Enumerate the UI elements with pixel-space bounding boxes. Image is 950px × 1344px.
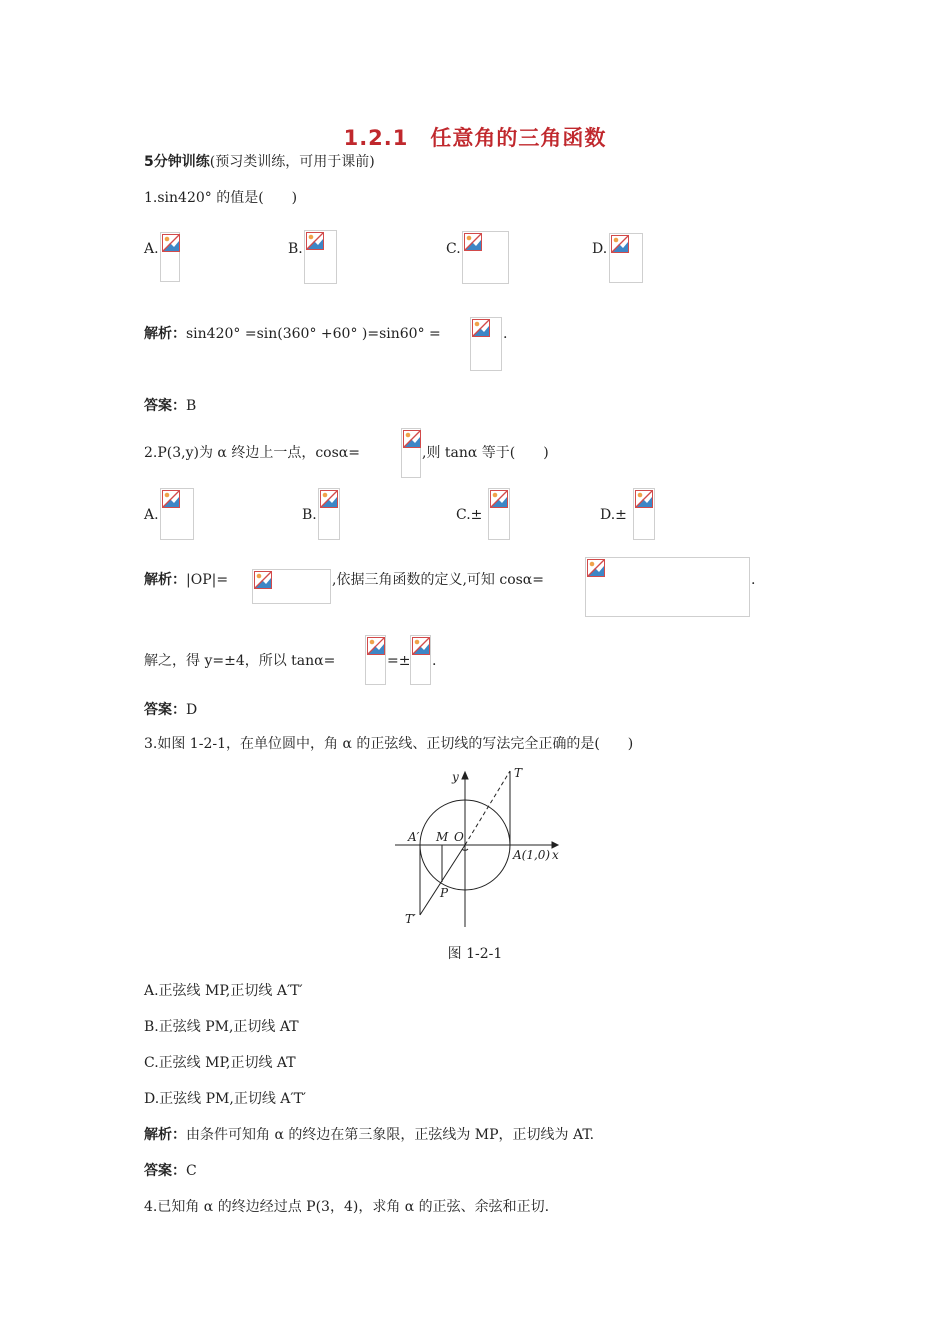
q2-analysis-text: |OP|=: [186, 572, 229, 588]
q2-option-b: B.: [302, 507, 317, 523]
image-placeholder-icon: [367, 637, 385, 655]
image-placeholder-icon: [320, 490, 338, 508]
image-placeholder-icon: [464, 233, 482, 251]
q1-option-c-image: [462, 231, 509, 284]
unit-circle-figure: [392, 765, 560, 930]
image-placeholder-icon: [490, 490, 508, 508]
label-a: A(1,0): [513, 848, 551, 862]
q2-answer: [144, 700, 197, 720]
image-placeholder-icon: [306, 232, 324, 250]
q2-option-c-image: [488, 488, 510, 540]
label-t-prime: T′: [405, 912, 416, 926]
q2-option-c: C.±: [456, 507, 483, 523]
q2-solve-image-2: [410, 635, 431, 685]
image-placeholder-icon: [412, 637, 430, 655]
q2-analysis-image-2: [585, 557, 750, 617]
q2-analysis-end: .: [751, 572, 756, 588]
q1-analysis-label: 解析：: [144, 326, 186, 342]
q2-solve-image-1: [365, 635, 386, 685]
q1-option-b: B.: [288, 241, 303, 257]
q3-analysis: [144, 1125, 594, 1145]
label-a-prime: A′: [408, 830, 420, 844]
q1-analysis-text: sin420° =sin(360° +60° )=sin60° =: [186, 326, 441, 342]
terminal-side-extension: [465, 771, 510, 845]
image-placeholder-icon: [635, 490, 653, 508]
image-placeholder-icon: [162, 234, 180, 252]
q2-stem: 2.P(3,y)为 α 终边上一点，cosα=: [144, 445, 360, 461]
q2-option-d: D.±: [600, 507, 627, 523]
q1-analysis-image: [470, 317, 502, 371]
label-t: T: [514, 766, 523, 780]
figure-caption: 图 1-2-1: [447, 946, 503, 962]
q2-solve-mid: =±: [387, 653, 411, 669]
image-placeholder-icon: [472, 319, 490, 337]
q2-stem-rest: ,则 tanα 等于( ): [422, 445, 549, 461]
q1-stem: 1.sin420° 的值是( ): [144, 190, 298, 206]
q1-analysis-end: .: [503, 326, 508, 342]
q3-answer: [144, 1161, 197, 1181]
image-placeholder-icon: [403, 430, 421, 448]
q2-stem-image: [401, 428, 421, 478]
q1-answer-value: B: [186, 398, 197, 414]
q3-answer-value: C: [186, 1163, 197, 1179]
label-o: O: [454, 830, 464, 844]
q1-option-a: A.: [144, 241, 159, 257]
label-y: y: [452, 770, 459, 784]
q3-option-b: B.正弦线 PM,正切线 AT: [144, 1019, 299, 1035]
q2-answer-value: D: [186, 702, 198, 718]
y-axis-arrow: [462, 772, 468, 779]
image-placeholder-icon: [587, 559, 605, 577]
q2-option-a: A.: [144, 507, 159, 523]
section-header: [144, 152, 375, 172]
q2-analysis-image-1: [252, 569, 331, 604]
image-placeholder-icon: [611, 235, 629, 253]
q1-answer: [144, 396, 196, 416]
section-note: (预习类训练，可用于课前): [209, 154, 375, 170]
q1-option-a-image: [160, 232, 180, 282]
q3-option-d: D.正弦线 PM,正切线 A′T′: [144, 1091, 307, 1107]
q2-solve: 解之，得 y=±4，所以 tanα=: [144, 653, 336, 669]
q2-option-a-image: [160, 488, 194, 540]
q3-option-a: A.正弦线 MP,正切线 A′T′: [144, 983, 303, 999]
q2-option-d-image: [633, 488, 655, 540]
q3-analysis-text: 由条件可知角 α 的终边在第三象限，正弦线为 MP，正切线为 AT.: [186, 1127, 595, 1143]
q2-analysis: [144, 570, 228, 590]
image-placeholder-icon: [254, 571, 272, 589]
q1-answer-label: 答案：: [144, 398, 186, 414]
q3-answer-label: 答案：: [144, 1163, 186, 1179]
q2-answer-label: 答案：: [144, 702, 186, 718]
q1-analysis: [144, 324, 441, 344]
label-p: P: [440, 886, 449, 900]
q3-option-c: C.正弦线 MP,正切线 AT: [144, 1055, 296, 1071]
label-x: x: [552, 848, 559, 862]
q4-stem: 4.已知角 α 的终边经过点 P(3，4)，求角 α 的正弦、余弦和正切.: [144, 1199, 550, 1215]
q1-option-c: C.: [446, 241, 461, 257]
q2-analysis-text-2: ,依据三角函数的定义,可知 cosα=: [332, 572, 544, 588]
section-label: 5分钟训练: [144, 154, 210, 170]
q1-option-d: D.: [592, 241, 608, 257]
image-placeholder-icon: [162, 490, 180, 508]
q2-analysis-label: 解析：: [144, 572, 186, 588]
label-m: M: [436, 830, 449, 844]
q1-option-b-image: [304, 230, 337, 284]
q3-stem: 3.如图 1-2-1，在单位圆中，角 α 的正弦线、正切线的写法完全正确的是( ): [144, 736, 634, 752]
q3-analysis-label: 解析：: [144, 1127, 186, 1143]
q2-option-b-image: [318, 488, 340, 540]
page-title: 1.2.1 任意角的三角函数: [343, 126, 607, 150]
q1-option-d-image: [609, 233, 643, 283]
q2-solve-end: .: [432, 653, 437, 669]
